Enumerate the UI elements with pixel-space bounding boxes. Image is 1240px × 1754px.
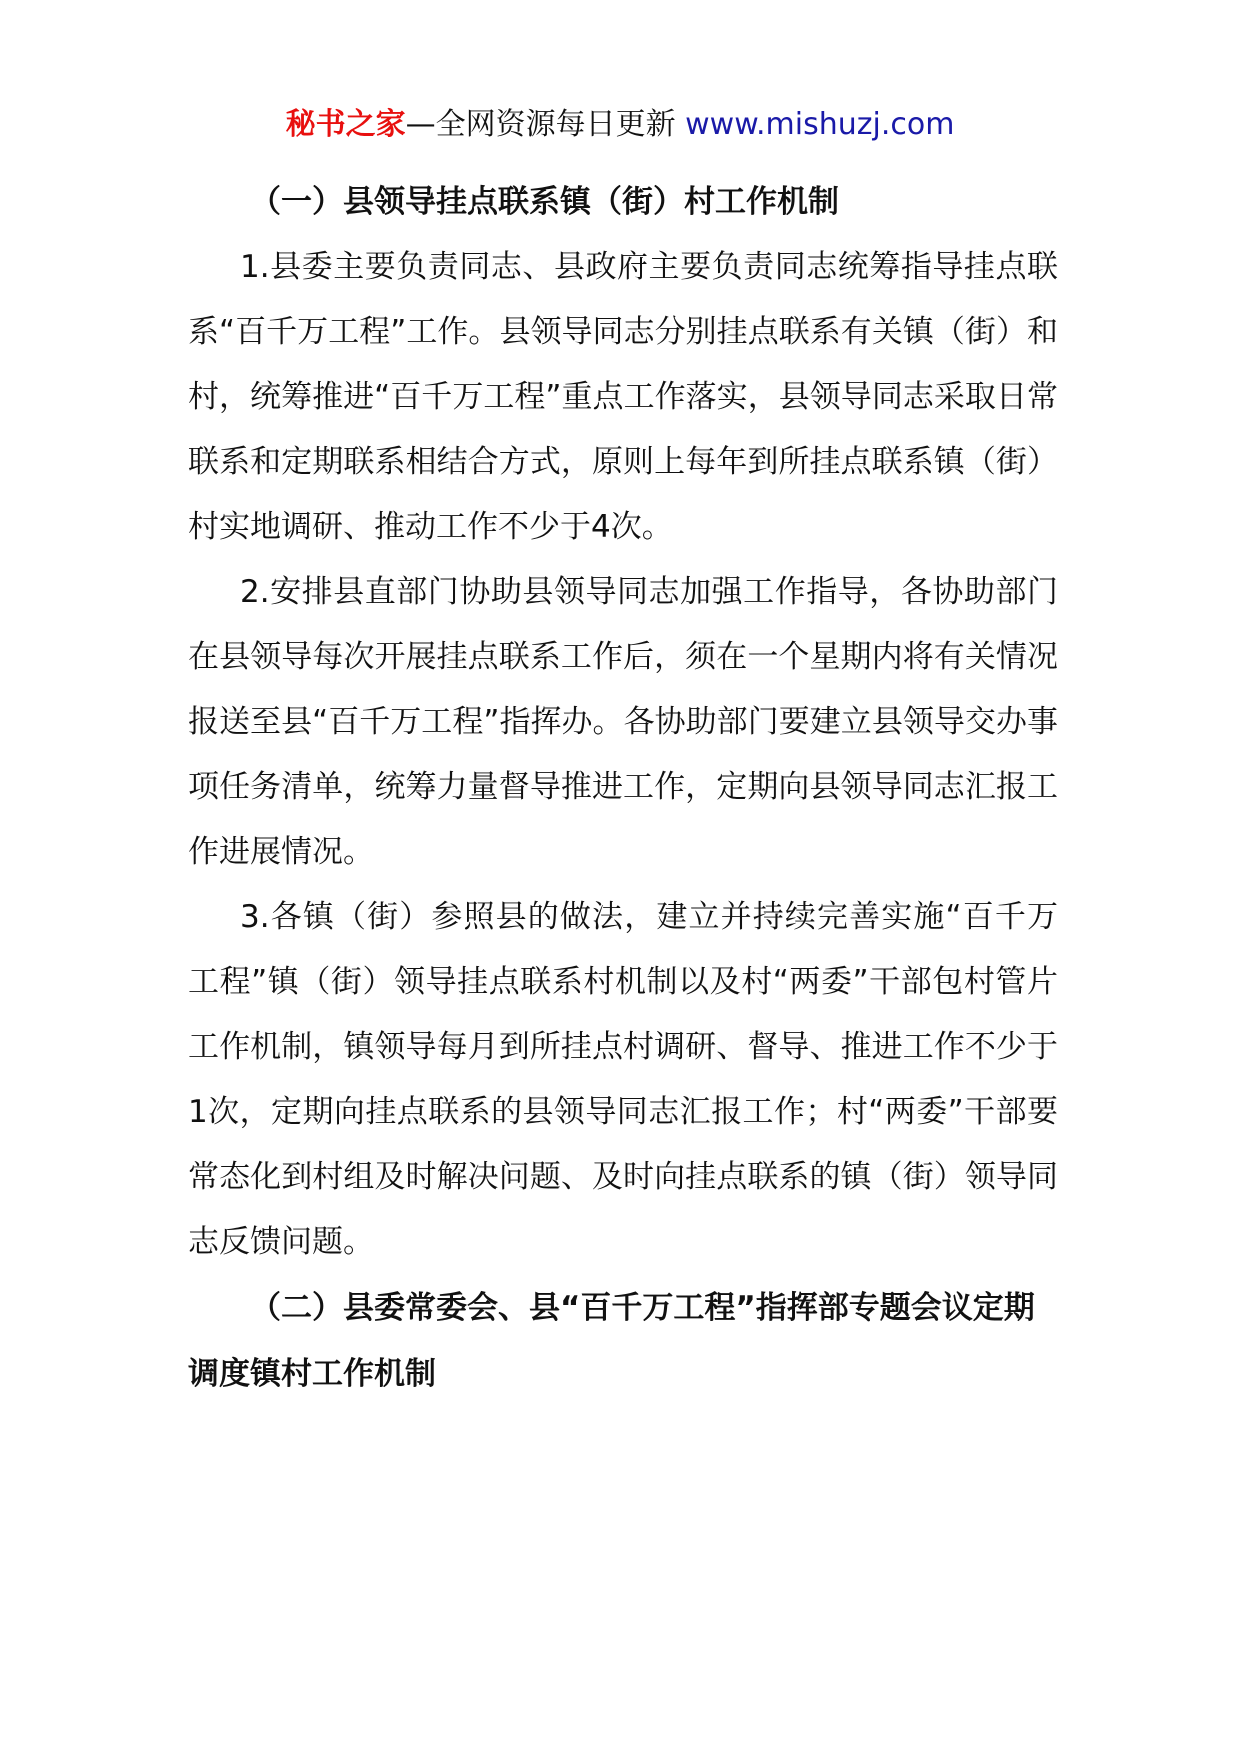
section-heading-1: （一）县领导挂点联系镇（街）村工作机制 bbox=[250, 184, 839, 220]
section-heading-2: （二）县委常委会、县“百千万工程”指挥部专题会议定期调度镇村工作机制 bbox=[188, 1290, 1035, 1392]
brand-name: 秘书之家 bbox=[285, 107, 406, 142]
watermark-header bbox=[0, 103, 1240, 147]
paragraph-3: 3.各镇（街）参照县的做法，建立并持续完善实施“百千万工程”镇（街）领导挂点联系村机制以及村“两委”干部包村管片工作机制，镇领导每月到所挂点村调研、督导、推进工作不少于1次，定期向挂点联系的县领导同志汇报工作；村“两委”干部要常态化到村组及时解决问题、及时向挂点联系的镇（街）领导同志反馈问题。 bbox=[188, 899, 1058, 1260]
header-slogan: —全网资源每日更新 bbox=[405, 107, 686, 142]
website-link[interactable]: www.mishuzj.com bbox=[685, 107, 955, 142]
paragraph-1: 1.县委主要负责同志、县政府主要负责同志统筹指导挂点联系“百千万工程”工作。县领导同志分别挂点联系有关镇（街）和村，统筹推进“百千万工程”重点工作落实，县领导同志采取日常联系和定期联系相结合方式，原则上每年到所挂点联系镇（街）村实地调研、推动工作不少于4次。 bbox=[188, 249, 1058, 545]
document-body bbox=[188, 169, 1058, 1407]
paragraph-2: 2.安排县直部门协助县领导同志加强工作指导，各协助部门在县领导每次开展挂点联系工作后，须在一个星期内将有关情况报送至县“百千万工程”指挥办。各协助部门要建立县领导交办事项任务清单，统筹力量督导推进工作，定期向县领导同志汇报工作进展情况。 bbox=[188, 574, 1058, 870]
